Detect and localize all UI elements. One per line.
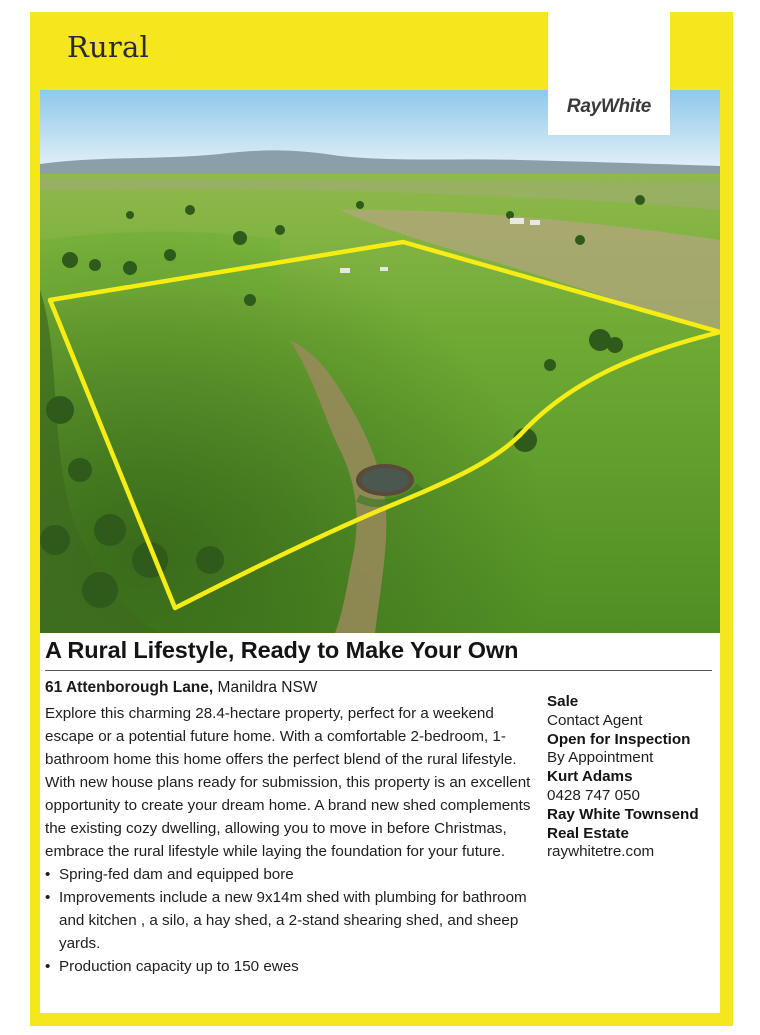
inspection-label: Open for Inspection — [547, 730, 691, 748]
ray-white-logo — [548, 12, 670, 135]
agency-name-line2: Real Estate — [547, 824, 629, 842]
sale-method-label: Sale — [547, 693, 579, 710]
listing-content — [40, 633, 720, 1013]
agency-name-line1: Ray White Townsend — [547, 805, 699, 823]
headline-divider — [45, 670, 712, 671]
listing-headline: A Rural Lifestyle, Ready to Make Your Own — [45, 637, 519, 663]
agency-website: raywhitetre.com — [547, 843, 655, 861]
feature-item: • Spring-fed dam and equipped bore — [45, 863, 535, 886]
aerial-farm-image — [40, 90, 720, 633]
sale-details — [547, 693, 717, 862]
feature-list — [45, 863, 535, 978]
agent-name: Kurt Adams — [547, 768, 633, 786]
address-street: 61 Attenborough Lane, — [45, 679, 214, 696]
feature-item: • Improvements include a new 9x14m shed with plumbing for bathroom and kitchen , a silo, a hay shed, a 2-stand shearing shed, and sheep yards. — [45, 886, 535, 955]
agent-phone: 0428 747 050 — [547, 786, 640, 804]
sale-method-value: Contact Agent — [547, 711, 643, 729]
logo-wordmark: RayWhite — [566, 96, 652, 117]
inspection-value: By Appointment — [547, 749, 654, 767]
listing-description-block — [45, 702, 535, 978]
property-address — [45, 679, 317, 697]
property-photo — [40, 90, 720, 633]
feature-item: • Production capacity up to 150 ewes — [45, 955, 535, 978]
listing-description: Explore this charming 28.4-hectare property, perfect for a weekend escape or a potential future home. With a comfortable 2-bedroom, 1-bathroom home this home offers the perfect blend of the rural lifestyle. With new house plans ready for submission, this property is an excellent opportunity to create your dream home. A brand new shed complements the existing cozy dwelling, allowing you to move in before Christmas, embrace the rural lifestyle while laying the foundation for your future. — [45, 705, 531, 860]
address-town: Manildra NSW — [217, 679, 318, 696]
section-label: Rural — [67, 30, 149, 64]
